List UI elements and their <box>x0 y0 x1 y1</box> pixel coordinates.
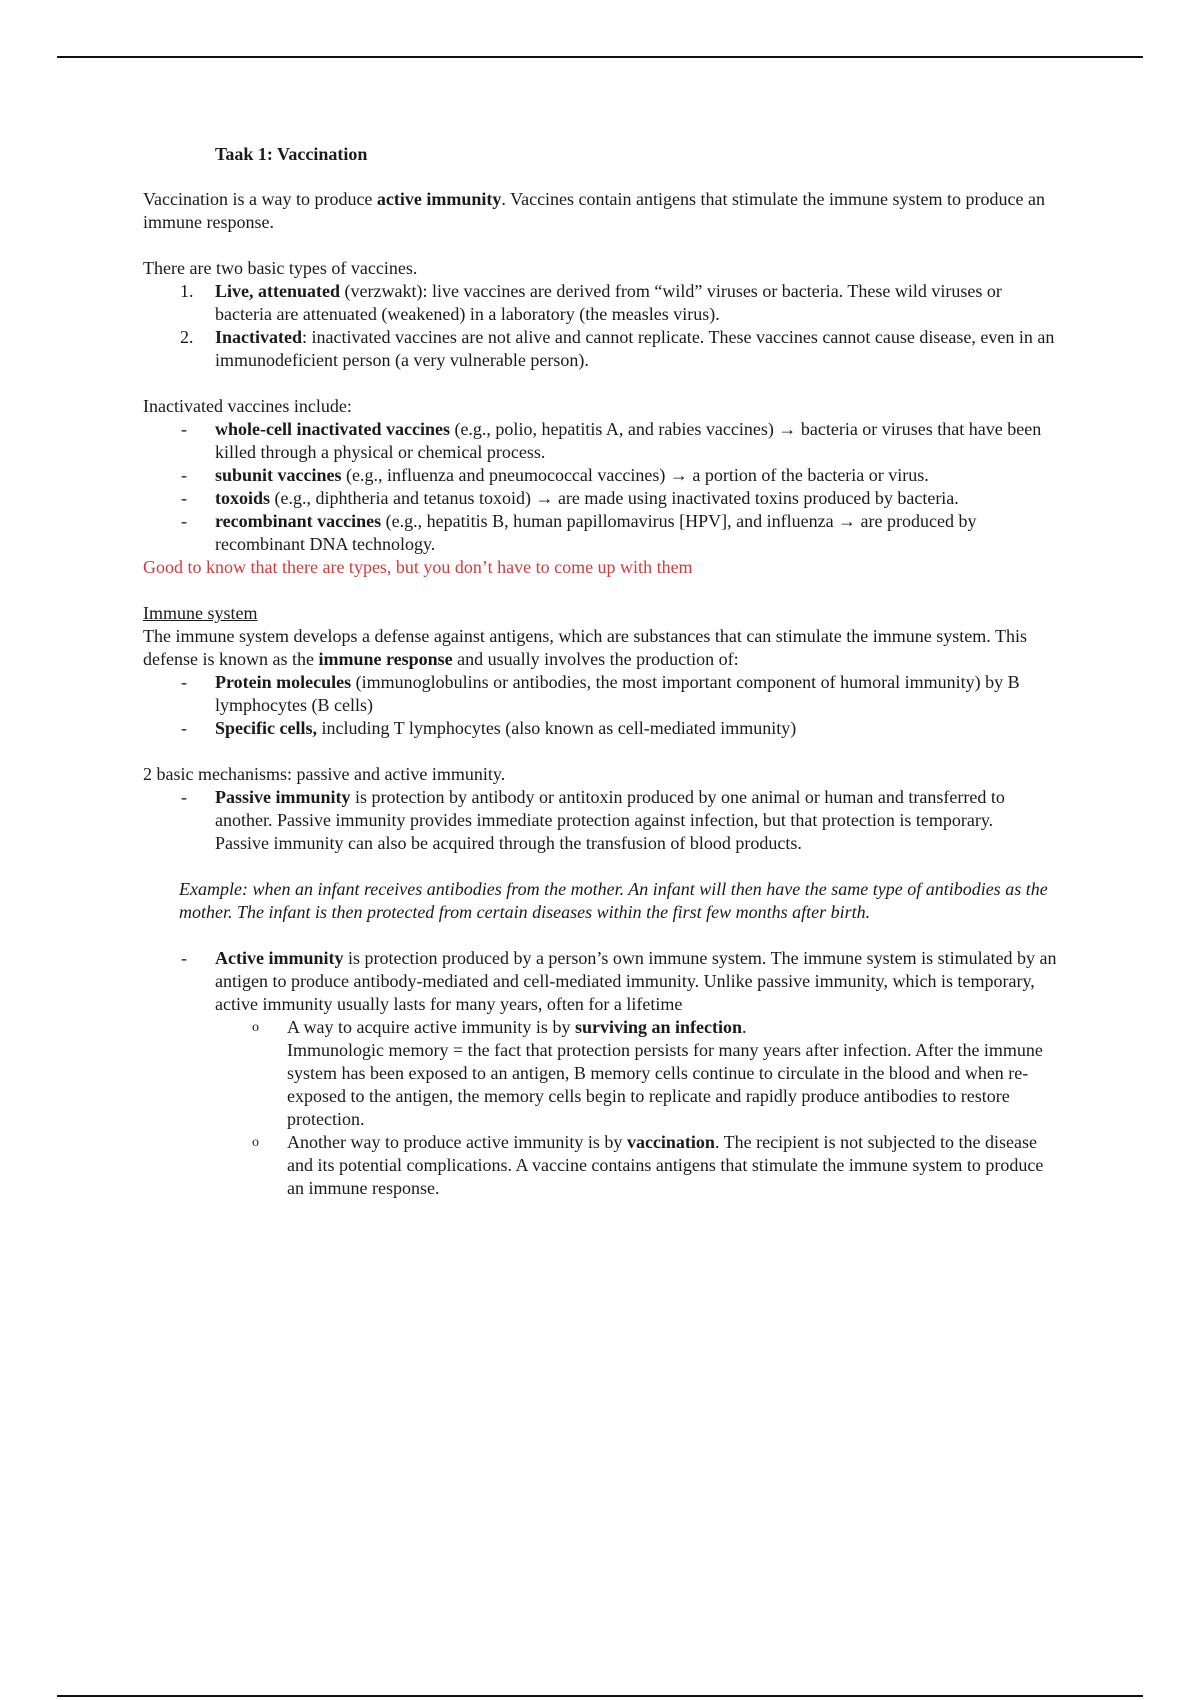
list-number: 2. <box>180 327 194 347</box>
types-heading: There are two basic types of vaccines. <box>143 258 418 278</box>
intro-bold: active immunity <box>376 189 502 209</box>
sub-text-end: . The recipient is not subjected to the disease and its potential complications. A vaccine contains antigens that stimulate the immune system to produce an immune response. <box>287 1132 1044 1198</box>
inactivated-list <box>143 418 1063 556</box>
immune-bold: immune response <box>318 649 453 669</box>
item-text: (e.g., polio, hepatitis A, and rabies vaccines) → bacteria or viruses that have been killed through a physical or chemical process. <box>215 419 1042 462</box>
mechanisms-heading: 2 basic mechanisms: passive and active immunity. <box>143 764 506 784</box>
types-list <box>143 280 1063 372</box>
item-text: (verzwakt): live vaccines are derived from “wild” viruses or bacteria. These wild viruses or bacteria are attenuated (weakened) in a laboratory (the measles virus). <box>215 281 1002 324</box>
sub-extra: Immunologic memory = the fact that protection persists for many years after infection. After the immune system has been exposed to an antigen, B memory cells continue to circulate in the blood and when re-exposed to the antigen, the memory cells begin to replicate and rapidly produce antibodies to restore protection. <box>287 1040 1043 1129</box>
list-item <box>143 487 1063 510</box>
item-bold: Live, attenuated <box>215 281 340 301</box>
list-number: 1. <box>180 281 194 301</box>
circle-bullet-icon: o <box>252 1020 259 1035</box>
example-paragraph: Example: when an infant receives antibodies from the mother. An infant will then have the same type of antibodies as the mother. The infant is then protected from certain diseases within the first few months after birth. <box>179 879 1048 922</box>
dash-marker: - <box>181 511 187 531</box>
immune-heading: Immune system <box>143 603 258 623</box>
top-rule <box>57 56 1143 58</box>
list-item <box>143 947 1063 1016</box>
list-item <box>143 418 1063 464</box>
item-text: (e.g., hepatitis B, human papillomavirus [HPV], and influenza → are produced by recombinant DNA technology. <box>215 511 977 554</box>
item-extra: Passive immunity can also be acquired through the transfusion of blood products. <box>215 833 802 853</box>
item-text: is protection produced by a person’s own immune system. The immune system is stimulated by an antigen to produce antibody-mediated and cell-mediated immunity. Unlike passive immunity, which is temporary, active immunity usually lasts for many years, often for a lifetime <box>215 948 1057 1014</box>
sub-list-item <box>143 1016 1063 1131</box>
page-title: Taak 1: Vaccination <box>215 144 368 164</box>
item-bold: Inactivated <box>215 327 302 347</box>
inactivated-heading: Inactivated vaccines include: <box>143 396 352 416</box>
sub-text-end: . <box>741 1017 747 1037</box>
item-bold: toxoids <box>215 488 271 508</box>
item-bold: recombinant vaccines <box>215 511 382 531</box>
dash-marker: - <box>181 419 187 439</box>
immune-list <box>143 671 1063 740</box>
dash-marker: - <box>181 787 187 807</box>
item-bold: subunit vaccines <box>215 465 342 485</box>
sub-bold: surviving an infection <box>574 1017 742 1037</box>
sub-list-item <box>143 1131 1063 1200</box>
dash-marker: - <box>181 465 187 485</box>
sub-bold: vaccination <box>626 1132 715 1152</box>
dash-marker: - <box>181 948 187 968</box>
item-bold: whole-cell inactivated vaccines <box>215 419 450 439</box>
immune-text-end: and usually involves the production of: <box>452 649 739 669</box>
immune-text: The immune system develops a defense against antigens, which are substances that can stimulate the immune system. This defense is known as the <box>143 626 1027 669</box>
list-item <box>143 326 1063 372</box>
list-item <box>143 717 1063 740</box>
item-text: : inactivated vaccines are not alive and cannot replicate. These vaccines cannot cause disease, even in an immunodeficient person (a very vulnerable person). <box>215 327 1055 370</box>
passive-list <box>143 786 1063 855</box>
item-text: including T lymphocytes (also known as cell-mediated immunity) <box>316 718 797 738</box>
list-item <box>143 786 1063 855</box>
item-bold: Passive immunity <box>215 787 351 807</box>
item-text: (e.g., influenza and pneumococcal vaccines) → a portion of the bacteria or virus. <box>341 465 929 485</box>
item-bold: Active immunity <box>215 948 344 968</box>
sub-text: A way to acquire active immunity is by <box>287 1017 575 1037</box>
circle-bullet-icon: o <box>252 1135 259 1150</box>
dash-marker: - <box>181 488 187 508</box>
list-item <box>143 510 1063 556</box>
bottom-rule <box>57 1695 1143 1697</box>
sub-text: Another way to produce active immunity is by <box>287 1132 627 1152</box>
intro-paragraph <box>143 188 1063 234</box>
dash-marker: - <box>181 672 187 692</box>
dash-marker: - <box>181 718 187 738</box>
document-body <box>143 143 1063 1200</box>
intro-text: Vaccination is a way to produce <box>143 189 377 209</box>
item-text: (immunoglobulins or antibodies, the most important component of humoral immunity) by B lymphocytes (B cells) <box>215 672 1020 715</box>
immune-paragraph <box>143 625 1063 671</box>
list-item <box>143 464 1063 487</box>
list-item <box>143 280 1063 326</box>
item-bold: Specific cells, <box>215 718 317 738</box>
active-sublist <box>143 1016 1063 1200</box>
active-list <box>143 947 1063 1016</box>
red-note: Good to know that there are types, but you don’t have to come up with them <box>143 557 693 577</box>
item-bold: Protein molecules <box>215 672 352 692</box>
intro-text-end: . Vaccines contain antigens that stimulate the immune system to produce an immune response. <box>143 189 1045 232</box>
item-text: (e.g., diphtheria and tetanus toxoid) → are made using inactivated toxins produced by bacteria. <box>270 488 959 508</box>
item-text: is protection by antibody or antitoxin produced by one animal or human and transferred to another. Passive immunity provides immediate protection against infection, but that protection is temporary. <box>215 787 1005 830</box>
list-item <box>143 671 1063 717</box>
